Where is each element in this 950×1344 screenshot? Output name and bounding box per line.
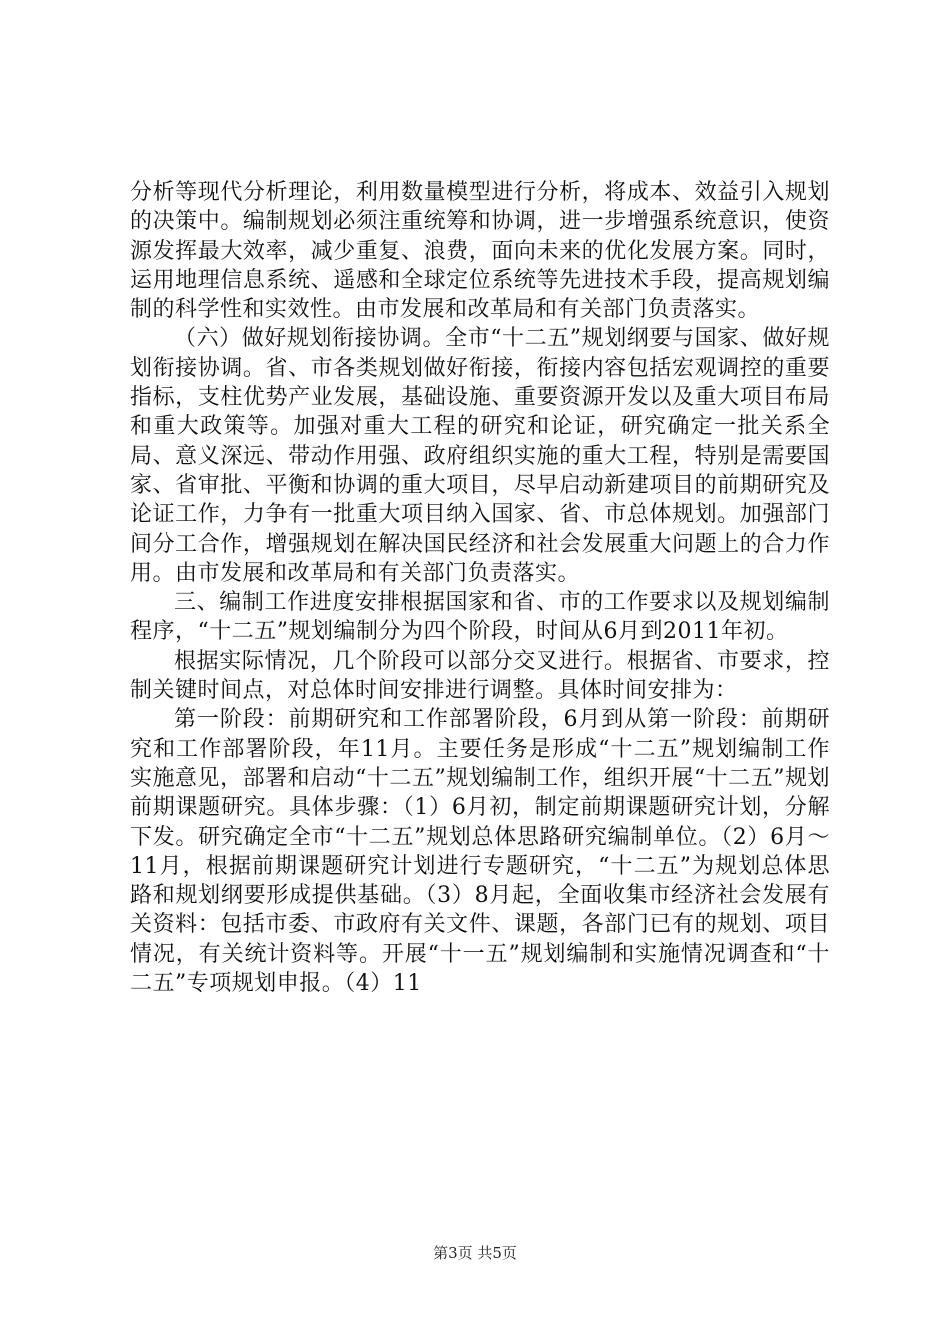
page-footer: 第3页 共5页 bbox=[433, 1244, 517, 1262]
paragraph-2: （六）做好规划衔接协调。全市“十二五”规划纲要与国家、做好规划衔接协调。省、市各类规划做好衔接，衔接内容包括宏观调控的重要指标，支柱优势产业发展，基础设施、重要资源开发以及重大项目布局和重大政策等。加强对重大工程的研究和论证，研究确定一批关系全局、意义深远、带动作用强、政府组织实施的重大工程，特别是需要国家、省审批、平衡和协调的重大项目，尽早启动新建项目的前期研究及论证工作，力争有一批重大项目纳入国家、省、市总体规划。加强部门间分工合作，增强规划在解决国民经济和社会发展重大问题上的合力作用。由市发展和改革局和有关部门负责落实。 bbox=[130, 326, 830, 586]
paragraph-3: 三、编制工作进度安排根据国家和省、市的工作要求以及规划编制程序，“十二五”规划编制分为四个阶段，时间从6月到2011年初。 bbox=[130, 590, 830, 645]
paragraph-5: 第一阶段：前期研究和工作部署阶段，6月到从第一阶段：前期研究和工作部署阶段，年11月。主要任务是形成“十二五”规划编制工作实施意见，部署和启动“十二五”规划编制工作，组织开展“十二五”规划前期课题研究。具体步骤：（1）6月初，制定前期课题研究计划，分解下发。研究确定全市“十二五”规划总体思路研究编制单位。（2）6月～11月，根据前期课题研究计划进行专题研究，“十二五”为规划总体思路和规划纲要形成提供基础。（3）8月起，全面收集市经济社会发展有关资料：包括市委、市政府有关文件、课题，各部门已有的规划、项目情况，有关统计资料等。开展“十一五”规划编制和实施情况调查和“十二五”专项规划申报。（4）11 bbox=[130, 707, 830, 997]
paragraph-4: 根据实际情况，几个阶段可以部分交叉进行。根据省、市要求，控制关键时间点，对总体时间安排进行调整。具体时间安排为： bbox=[130, 648, 830, 704]
paragraph-1: 分析等现代分析理论，利用数量模型进行分析，将成本、效益引入规划的决策中。编制规划必须注重统筹和协调，进一步增强系统意识，使资源发挥最大效率，减少重复、浪费，面向未来的优化发展方案。同时，运用地理信息系统、遥感和全球定位系统等先进技术手段，提高规划编制的科学性和实效性。由市发展和改革局和有关部门负责落实。 bbox=[130, 180, 830, 323]
document-body bbox=[130, 178, 830, 998]
